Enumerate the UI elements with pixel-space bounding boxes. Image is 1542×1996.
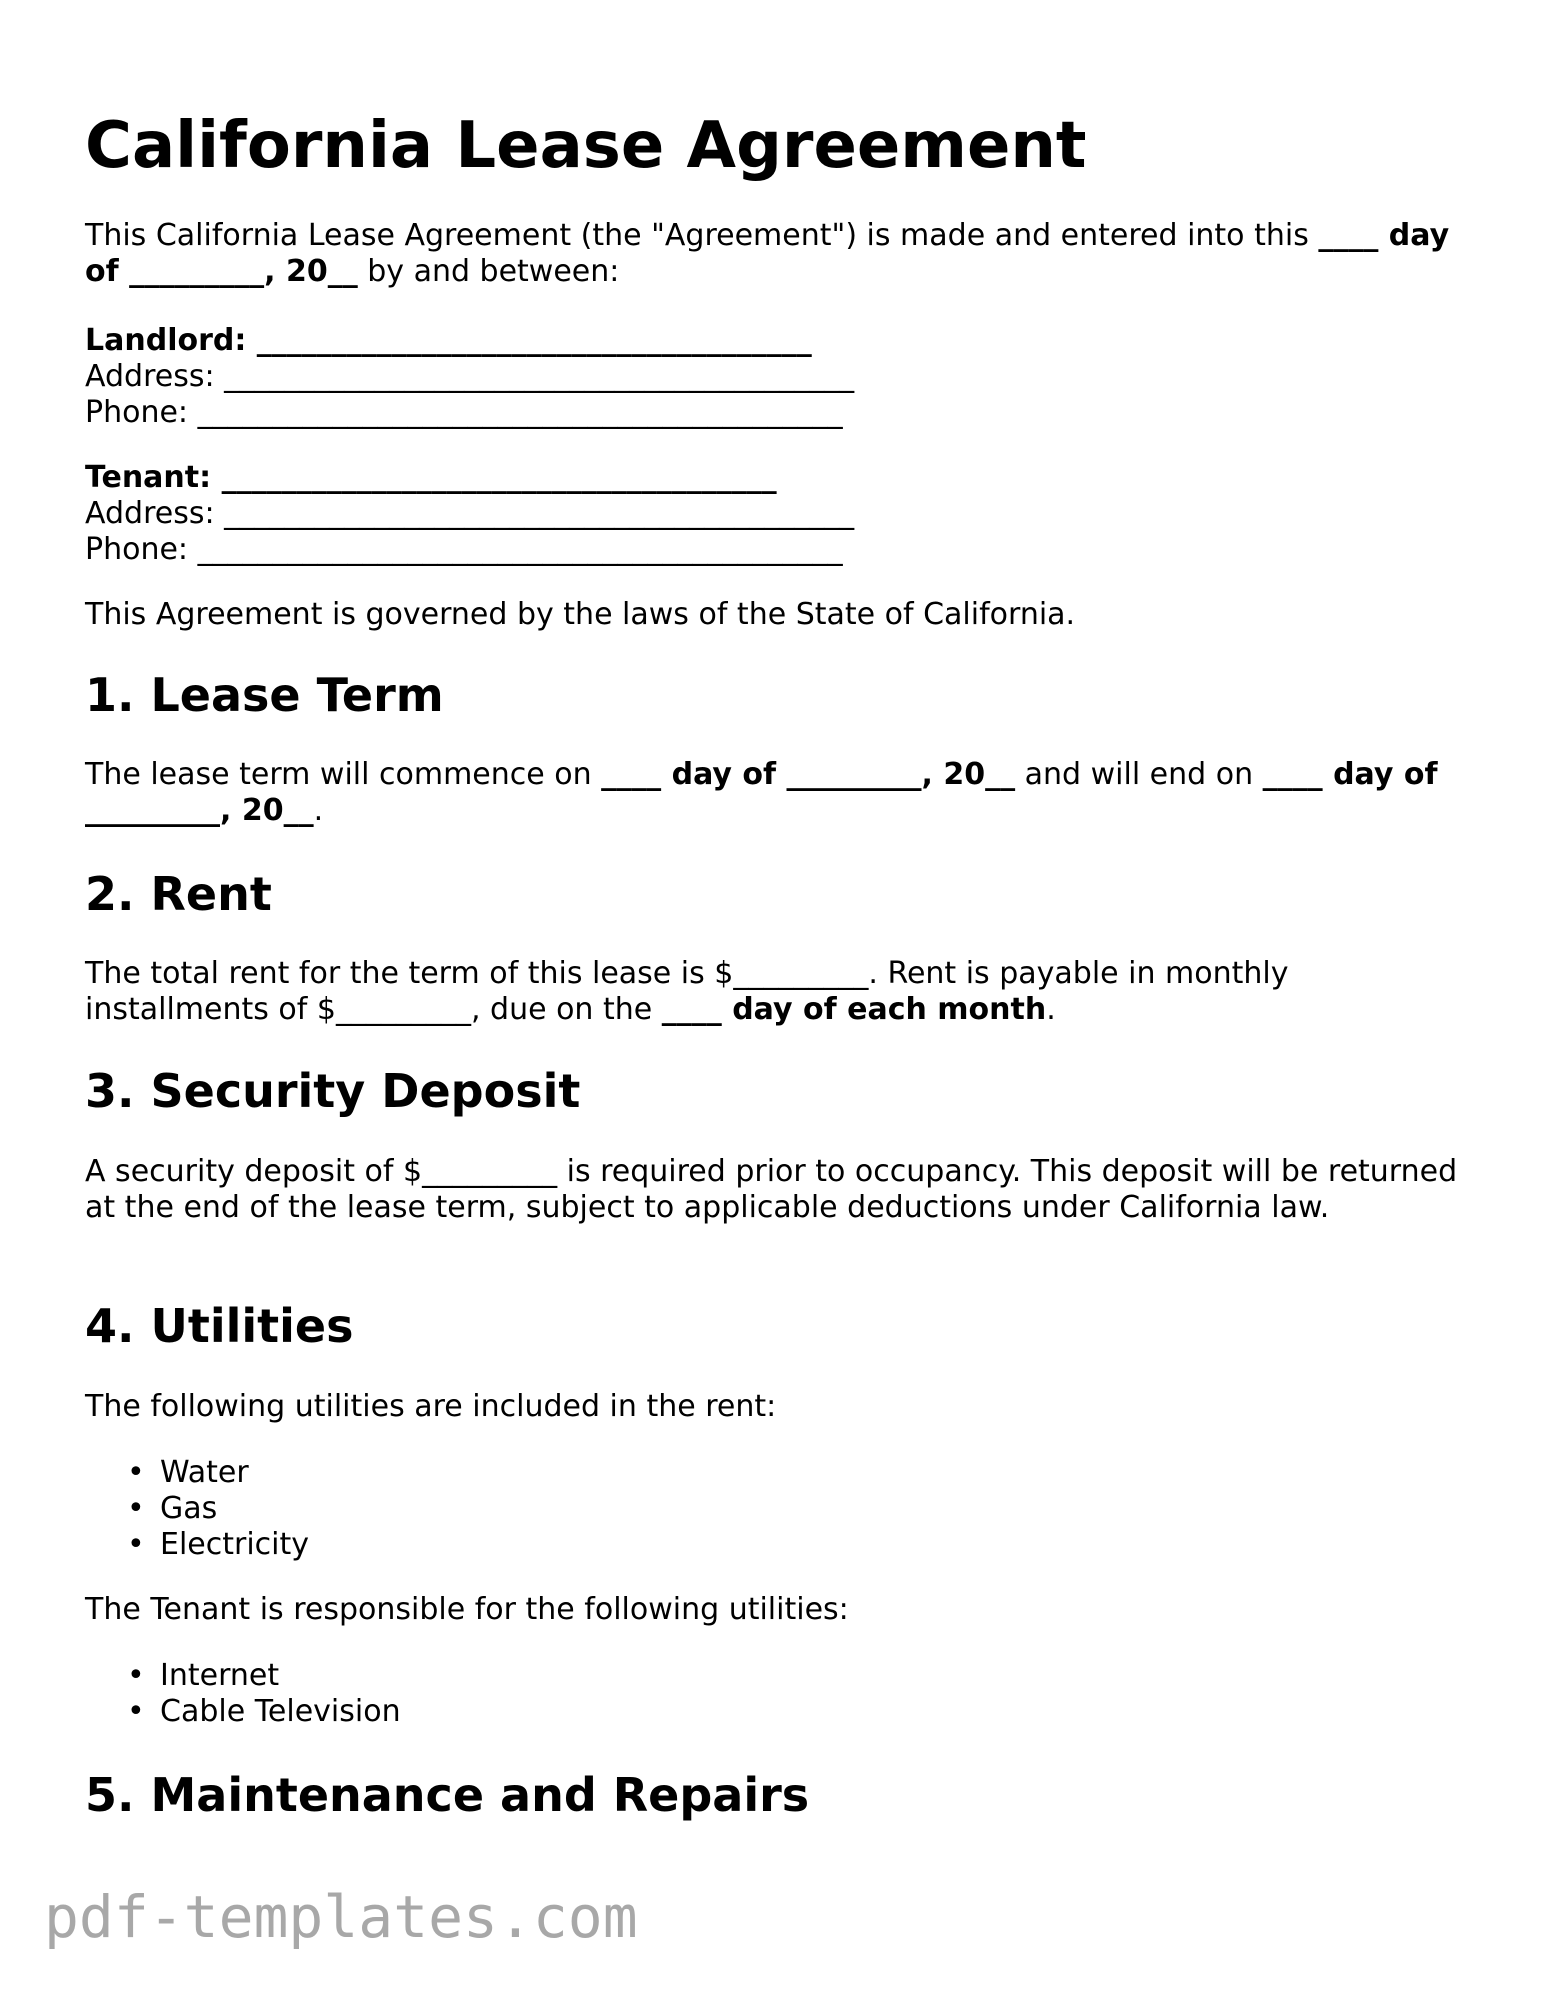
security-deposit-paragraph: A security deposit of $_________ is required prior to occupancy. This deposit will be returned at the end of the lease term, subject to applicable deductions under California law. [85, 1154, 1458, 1225]
utilities-included-intro: The following utilities are included in the rent: [85, 1389, 777, 1424]
section-heading-rent: 2. Rent [85, 867, 272, 921]
landlord-address-line: Address: __________________________________________ [85, 359, 855, 394]
landlord-phone-line: Phone: ___________________________________________ [85, 395, 843, 430]
intro-paragraph: This California Lease Agreement (the "Agreement") is made and entered into this ____ day of _________, 20__ by and between: [85, 218, 1450, 289]
utilities-included-list [85, 1455, 309, 1563]
landlord-name-line: Landlord: _____________________________________ [85, 323, 812, 358]
list-item: • Internet [85, 1658, 401, 1694]
governing-law-paragraph: This Agreement is governed by the laws of the State of California. [85, 597, 1076, 632]
section-heading-security-deposit: 3. Security Deposit [85, 1064, 581, 1118]
document-title: California Lease Agreement [85, 109, 1087, 183]
list-item: • Cable Television [85, 1694, 401, 1730]
tenant-phone-line: Phone: ___________________________________________ [85, 532, 843, 567]
list-item: • Water [85, 1455, 309, 1491]
list-item: • Gas [85, 1491, 309, 1527]
list-item: • Electricity [85, 1527, 309, 1563]
section-heading-maintenance: 5. Maintenance and Repairs [85, 1768, 810, 1822]
lease-term-paragraph: The lease term will commence on ____ day of _________, 20__ and will end on ____ day of _________, 20__. [85, 757, 1438, 828]
watermark: pdf-templates.com [44, 1883, 638, 1951]
tenant-address-line: Address: __________________________________________ [85, 496, 855, 531]
section-heading-utilities: 4. Utilities [85, 1299, 354, 1353]
tenant-name-line: Tenant: _____________________________________ [85, 460, 777, 495]
utilities-tenant-intro: The Tenant is responsible for the following utilities: [85, 1592, 849, 1627]
rent-paragraph: The total rent for the term of this lease is $_________. Rent is payable in monthly installments of $_________, due on the ____ day of each month. [85, 956, 1289, 1027]
utilities-tenant-list [85, 1658, 401, 1730]
section-heading-lease-term: 1. Lease Term [85, 668, 444, 722]
